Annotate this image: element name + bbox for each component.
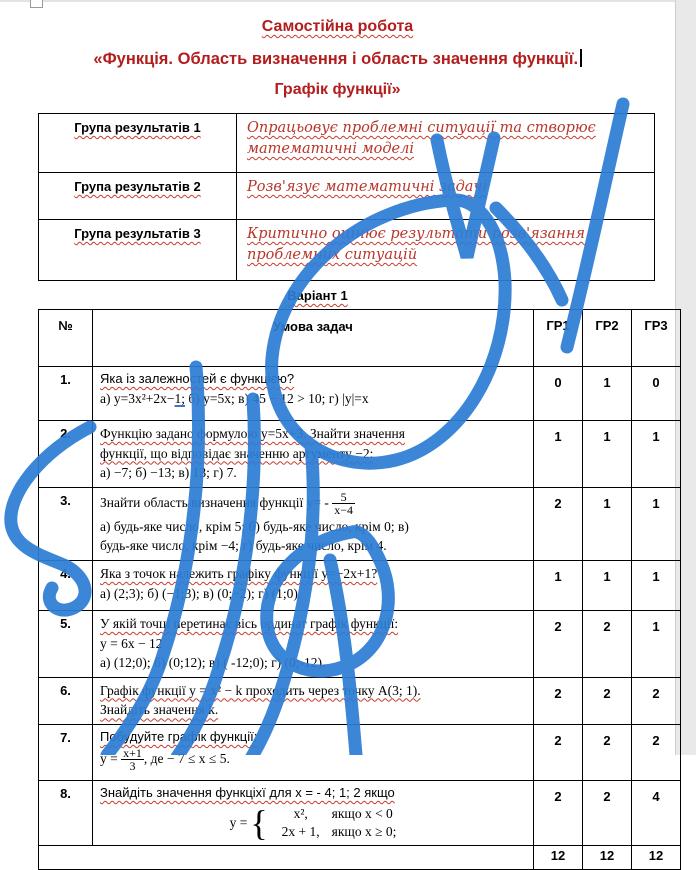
fraction-post: , де − 7 ≤ x ≤ 5. [143, 750, 230, 766]
task-line [100, 681, 526, 701]
score-cell: 1 [583, 487, 632, 560]
task-line [100, 564, 526, 584]
fraction-pre: y = [100, 750, 122, 766]
task-condition [93, 724, 534, 780]
group-label [39, 220, 237, 281]
task-text: Яка із залежностей є функцією? [100, 371, 295, 386]
score-cell: 4 [632, 780, 681, 845]
group-value-text: Розв'язує математичні задачі [247, 179, 488, 195]
group-row [39, 173, 655, 220]
score-cell: 1 [534, 561, 583, 611]
document-titles [0, 18, 675, 99]
piecewise-brace: { [250, 802, 268, 843]
task-condition [93, 487, 534, 560]
task-line [100, 463, 526, 483]
task-row [39, 561, 681, 611]
header-gr2: ГР2 [583, 310, 632, 367]
totals-row [39, 846, 681, 870]
document-content [0, 2, 675, 870]
case-formula: x², [293, 805, 308, 821]
task-text: У якій точці перетинає вісь ординат графік функції: [100, 616, 399, 631]
piecewise-case [270, 823, 397, 841]
variant-heading: Варіант 1 [287, 288, 348, 303]
piecewise-cases [270, 805, 397, 841]
task-number: 5. [39, 611, 93, 678]
task-text: Яка з точок належить графіку функції y=−2x+1? [100, 566, 378, 581]
task-row [39, 421, 681, 488]
task-line [100, 424, 526, 444]
task-line [100, 614, 526, 634]
task-condition [93, 367, 534, 421]
doc-subtitle-line1: «Функція. Область визначення і область значення функції. [93, 50, 579, 68]
piecewise-pre: y = [229, 815, 248, 831]
task-number: 8. [39, 780, 93, 845]
fraction-numerator: 5 [332, 491, 355, 505]
task-line [100, 584, 526, 604]
task-line [100, 517, 526, 537]
group-label [39, 114, 237, 173]
task-row [39, 487, 681, 560]
text-cursor [580, 49, 582, 67]
task-text-segment: а) y=3x²+2x− [100, 390, 175, 406]
task-line [100, 389, 526, 409]
task-line [100, 491, 526, 517]
task-line [100, 784, 526, 803]
group-value-text: Критично оцінює результати розв'язання проблемних ситуацій [247, 226, 585, 264]
fraction-pre: Знайти область визначення функції y= - [100, 494, 333, 510]
score-cell: 1 [632, 421, 681, 488]
header-num: № [39, 310, 93, 367]
group-label [39, 173, 237, 220]
task-number: 3. [39, 487, 93, 560]
score-cell: 2 [583, 611, 632, 678]
task-line [100, 444, 526, 464]
task-text: а) (2;3); б) (−1;3); в) (0;−2); г) (1;0). [100, 585, 302, 601]
group-label-text: Група результатів 1 [74, 120, 201, 135]
fraction [121, 747, 144, 773]
score-cell: 1 [632, 487, 681, 560]
header-gr3: ГР3 [632, 310, 681, 367]
task-text: функції, що відповідає значенню аргументу −2: [100, 445, 374, 461]
task-line [100, 634, 526, 654]
task-line [100, 700, 526, 720]
piecewise-case [270, 805, 397, 823]
group-row [39, 114, 655, 173]
group-label-text: Група результатів 2 [74, 179, 201, 194]
task-condition [93, 421, 534, 488]
task-text: Знайдіть значення функціхї для x = - 4; 1; 2 якщо [100, 784, 395, 800]
score-cell: 2 [534, 677, 583, 724]
task-number: 1. [39, 367, 93, 421]
task-line [100, 370, 526, 389]
task-row [39, 724, 681, 780]
task-number: 2. [39, 421, 93, 488]
task-condition [93, 677, 534, 724]
task-text: а) −7; б) −13; в) 13; г) 7. [100, 465, 237, 481]
score-cell: 1 [632, 611, 681, 678]
task-line [100, 653, 526, 673]
group-row [39, 220, 655, 281]
total-score-cell: 12 [534, 846, 583, 870]
task-number: 6. [39, 677, 93, 724]
case-condition: якщо x ≥ 0; [331, 823, 397, 839]
result-groups-table [38, 113, 655, 281]
fraction-expression [100, 745, 230, 774]
case-formula: 2x + 1, [281, 823, 320, 839]
task-text: будь-яке число, крім −4; г) будь-яке число, крім 4. [100, 538, 387, 554]
doc-subtitle-line2: Графік функції» [274, 81, 401, 98]
header-task: Умова задач [93, 310, 534, 367]
task-row [39, 611, 681, 678]
task-number: 4. [39, 561, 93, 611]
task-text: Знайдіть значення k. [100, 702, 219, 718]
score-cell: 1 [632, 561, 681, 611]
score-cell: 1 [583, 367, 632, 421]
piecewise-function [229, 802, 397, 843]
task-line [100, 802, 526, 843]
task-text: а) будь-яке число, крім 5; б) будь-яке число, крім 0; в) [100, 518, 409, 534]
task-number: 7. [39, 724, 93, 780]
task-text: а) (12;0); б) (0;12); в) ( -12;0); г) (0;-12). [100, 655, 326, 671]
group-value-text: Опрацьовує проблемні ситуації та створює математичні моделі [247, 120, 596, 158]
group-value [237, 220, 655, 281]
task-text: y = 6x − 12 [100, 635, 163, 651]
score-cell: 2 [632, 677, 681, 724]
score-cell: 2 [583, 677, 632, 724]
task-text: Функцію задано формулою y=5x+3. Знайти значення [100, 426, 405, 441]
total-score-cell: 12 [632, 846, 681, 870]
score-cell: 2 [632, 724, 681, 780]
task-condition [93, 780, 534, 845]
totals-label-cell [39, 846, 534, 870]
case-condition: якщо x < 0 [331, 805, 393, 821]
score-cell: 2 [534, 487, 583, 560]
score-cell: 1 [583, 561, 632, 611]
score-cell: 1 [534, 421, 583, 488]
task-row [39, 780, 681, 845]
task-row [39, 367, 681, 421]
score-cell: 1 [583, 421, 632, 488]
score-cell: 2 [583, 780, 632, 845]
group-label-text: Група результатів 3 [74, 226, 201, 241]
group-value [237, 173, 655, 220]
task-line [100, 536, 526, 556]
score-cell: 0 [534, 367, 583, 421]
score-cell: 0 [632, 367, 681, 421]
tasks-table [38, 309, 681, 870]
doc-title: Самостійна робота [261, 18, 414, 35]
fraction-denominator: x−4 [334, 503, 353, 518]
fraction-denominator: 3 [129, 759, 136, 774]
task-line [100, 728, 526, 747]
group-value [237, 114, 655, 173]
score-cell: 2 [534, 724, 583, 780]
score-cell: 2 [583, 724, 632, 780]
tasks-header-row [39, 310, 681, 367]
task-text-segment: б) y=5x; в) 45 − 12 > 10; г) |y|=x [185, 390, 369, 406]
fraction [332, 491, 355, 517]
task-condition [93, 611, 534, 678]
task-text: Графік функції y = x² − k проходить через точку А(3; 1). [100, 682, 421, 698]
header-gr1: ГР1 [534, 310, 583, 367]
fraction-expression [100, 489, 355, 518]
score-cell: 2 [534, 780, 583, 845]
task-condition [93, 561, 534, 611]
task-row [39, 677, 681, 724]
task-line [100, 747, 526, 773]
task-text: Побудуйте графік функції: [100, 728, 258, 744]
score-cell: 2 [534, 611, 583, 678]
task-text-segment: 1; [174, 390, 186, 406]
fraction-numerator: x+1 [123, 745, 142, 760]
total-score-cell: 12 [583, 846, 632, 870]
